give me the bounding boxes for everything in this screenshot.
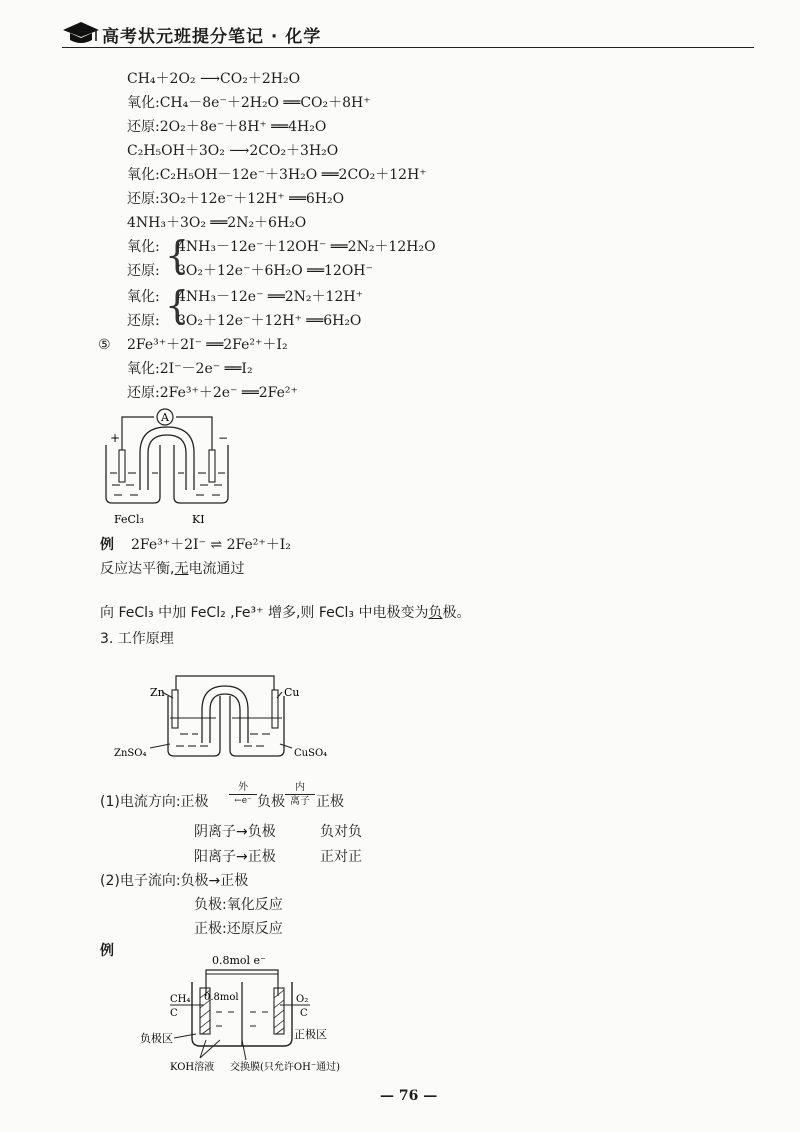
arrow-bottom-label: ←e⁻ bbox=[234, 796, 252, 806]
equation-ethanol-total: C₂H₅OH＋3O₂ ⟶2CO₂＋3H₂O bbox=[127, 143, 339, 159]
nh3-alkaline-red-label: 还原: bbox=[127, 263, 160, 279]
anion-direction: 阴离子→负极 bbox=[194, 824, 276, 840]
o2-label: O₂ bbox=[296, 994, 309, 1005]
ki-label: KI bbox=[192, 513, 205, 526]
ch4-label: CH₄ bbox=[170, 994, 191, 1005]
fecl2-sentence bbox=[100, 604, 471, 622]
header-title: 高考状元班提分笔记 · 化学 bbox=[102, 27, 322, 47]
page-header bbox=[62, 20, 754, 50]
electron-amount-label: 0.8mol e⁻ bbox=[212, 954, 266, 967]
brace: { bbox=[165, 283, 190, 327]
graduation-cap-icon bbox=[62, 20, 100, 46]
nh3-alkaline-ox-label: 氧化: bbox=[127, 239, 160, 255]
section-title: 3. 工作原理 bbox=[100, 631, 174, 647]
equation-ch4-reduction: 还原:2O₂＋8e⁻＋8H⁺ ══4H₂O bbox=[127, 119, 327, 135]
equation-ethanol-reduction: 还原:3O₂＋12e⁻＋12H⁺ ══6H₂O bbox=[127, 191, 345, 207]
negative-reaction: 负极:氧化反应 bbox=[194, 897, 283, 913]
equation-nh3-alkaline-reduction: 3O₂＋12e⁻＋6H₂O ══12OH⁻ bbox=[177, 263, 373, 279]
item-number: ⑤ bbox=[98, 337, 111, 353]
arrow-line bbox=[229, 794, 257, 795]
equation-ethanol-oxidation: 氧化:C₂H₅OH－12e⁻＋3H₂O ══2CO₂＋12H⁺ bbox=[127, 167, 427, 183]
cation-rule: 正对正 bbox=[320, 849, 362, 865]
arrow-top-label: 外 bbox=[238, 782, 248, 793]
negative-pole: 负极 bbox=[257, 794, 285, 810]
salt-bridge-cell-diagram bbox=[100, 405, 240, 530]
zinc-copper-cell-diagram bbox=[110, 668, 350, 773]
inner-amount-label: 0.8mol bbox=[204, 992, 239, 1003]
sentence-underlined: 负 bbox=[428, 605, 443, 621]
arrow-top-label: 内 bbox=[295, 782, 305, 793]
note-underlined: 无 bbox=[174, 561, 189, 577]
cation-direction: 阳离子→正极 bbox=[194, 849, 276, 865]
equation-ch4-total: CH₄＋2O₂ ⟶CO₂＋2H₂O bbox=[127, 71, 301, 87]
sentence-text: 向 FeCl₃ 中加 FeCl₂ ,Fe³⁺ 增多,则 FeCl₃ 中电极变为 bbox=[100, 605, 429, 621]
equation-ch4-oxidation: 氧化:CH₄－8e⁻＋2H₂O ══CO₂＋8H⁺ bbox=[127, 95, 371, 111]
ammeter-label: A bbox=[161, 411, 169, 424]
brace: { bbox=[165, 233, 190, 277]
znso4-label: ZnSO₄ bbox=[114, 748, 147, 759]
equation-fe-i-oxidation: 氧化:2I⁻－2e⁻ ══I₂ bbox=[127, 361, 253, 377]
nh3-acidic-red-label: 还原: bbox=[127, 313, 160, 329]
cu-label: Cu bbox=[284, 686, 300, 699]
equation-nh3-acidic-reduction: 3O₂＋12e⁻＋12H⁺ ══6H₂O bbox=[177, 313, 362, 329]
note-text: 电流通过 bbox=[188, 561, 245, 577]
note-text: 反应达平衡, bbox=[100, 561, 175, 577]
sentence-text: 极。 bbox=[442, 605, 471, 621]
positive-pole: 正极 bbox=[316, 794, 344, 810]
cuso4-label: CuSO₄ bbox=[294, 748, 328, 759]
arrow-internal bbox=[285, 782, 315, 807]
arrow-bottom-label: 离子 bbox=[290, 796, 310, 807]
plus-sign: + bbox=[110, 431, 121, 445]
equation-fe-i-reduction: 还原:2Fe³⁺＋2e⁻ ══2Fe²⁺ bbox=[127, 385, 298, 401]
nh3-acidic-ox-label: 氧化: bbox=[127, 289, 160, 305]
electron-direction: (2)电子流向:负极→正极 bbox=[100, 873, 249, 889]
equation-equilibrium: 2Fe³⁺＋2I⁻ ⇌ 2Fe²⁺＋I₂ bbox=[131, 537, 291, 553]
koh-label: KOH溶液 bbox=[170, 1062, 215, 1073]
example-label: 例 bbox=[100, 537, 114, 553]
negative-zone-label: 负极区 bbox=[140, 1032, 173, 1045]
fuel-cell-diagram bbox=[130, 950, 370, 1075]
equation-nh3-total: 4NH₃＋3O₂ ══2N₂＋6H₂O bbox=[127, 215, 307, 231]
equation-nh3-acidic-oxidation: 4NH₃－12e⁻ ══2N₂＋12H⁺ bbox=[177, 289, 363, 305]
positive-zone-label: 正极区 bbox=[294, 1028, 327, 1041]
fecl3-label: FeCl₃ bbox=[114, 513, 144, 526]
anion-rule: 负对负 bbox=[320, 824, 362, 840]
page-number: — 76 — bbox=[380, 1088, 438, 1104]
equilibrium-note bbox=[100, 560, 244, 578]
arrow-external bbox=[229, 782, 257, 806]
zn-label: Zn bbox=[150, 686, 165, 699]
equation-fe-i-total: 2Fe³⁺＋2I⁻ ══2Fe²⁺＋I₂ bbox=[127, 337, 288, 353]
arrow-line bbox=[285, 794, 315, 795]
membrane-label: 交换膜(只允许OH⁻通过) bbox=[230, 1062, 340, 1073]
positive-reaction: 正极:还原反应 bbox=[194, 921, 283, 937]
example-label: 例 bbox=[100, 943, 114, 959]
right-carbon-label: C bbox=[300, 1008, 308, 1019]
equation-nh3-alkaline-oxidation: 4NH₃－12e⁻＋12OH⁻ ══2N₂＋12H₂O bbox=[177, 239, 436, 255]
left-carbon-label: C bbox=[170, 1008, 178, 1019]
header-rule bbox=[62, 47, 754, 48]
current-direction-start: (1)电流方向:正极 bbox=[100, 794, 209, 810]
minus-sign: − bbox=[218, 431, 229, 445]
